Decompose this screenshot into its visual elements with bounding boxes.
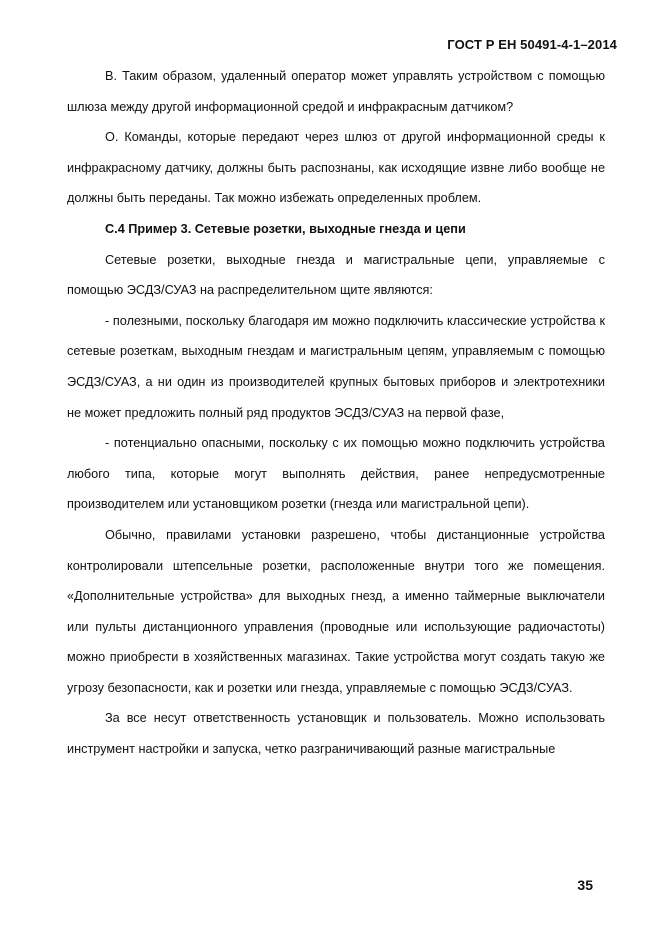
responsibility-paragraph: За все несут ответственность установщик и пользователь. Можно использовать инструмент настройки и запуска, четко разграничивающий разные магистральные bbox=[67, 711, 605, 757]
section-title: С.4 Пример 3. Сетевые розетки, выходные гнезда и цепи bbox=[105, 221, 466, 236]
document-body bbox=[67, 61, 605, 765]
bullet-dangerous: - потенциально опасными, поскольку с их помощью можно подключить устройства любого типа, которые могут выполнять действия, ранее непредусмотренные производителем или установщиком розетки (гнезда или магистральной цепи). bbox=[67, 436, 605, 512]
intro-paragraph: Сетевые розетки, выходные гнезда и магистральные цепи, управляемые с помощью ЭСДЗ/СУАЗ на распределительном щите являются: bbox=[67, 252, 605, 298]
page-number: 35 bbox=[577, 877, 593, 893]
standard-id-header: ГОСТ Р ЕН 50491-4-1–2014 bbox=[447, 37, 617, 52]
rules-paragraph: Обычно, правилами установки разрешено, чтобы дистанционные устройства контролировали штепсельные розетки, расположенные внутри того же помещения. «Дополнительные устройства» для выходных гнезд, а именно таймерные выключатели или пульты дистанционного управления (проводные или использующие радиочастоты) можно приобрести в хозяйственных магазинах. Такие устройства могут создать такую же угрозу безопасности, как и розетки или гнезда, управляемые с помощью ЭСДЗ/СУАЗ. bbox=[67, 527, 605, 695]
answer-paragraph: О. Команды, которые передают через шлюз от другой информационной среды к инфракрасному датчику, должны быть распознаны, как исходящие извне либо вообще не должны быть переданы. Так можно избежать определенных проблем. bbox=[67, 130, 605, 206]
question-paragraph: В. Таким образом, удаленный оператор может управлять устройством с помощью шлюза между другой информационной средой и инфракрасным датчиком? bbox=[67, 69, 605, 114]
bullet-useful: - полезными, поскольку благодаря им можно подключить классические устройства к сетевые розеткам, выходным гнездам и магистральным цепям, управляемым с помощью ЭСДЗ/СУАЗ, а ни один из производителей крупных бытовых приборов и электротехники не может предложить полный ряд продуктов ЭСДЗ/СУАЗ на первой фазе, bbox=[67, 313, 605, 420]
